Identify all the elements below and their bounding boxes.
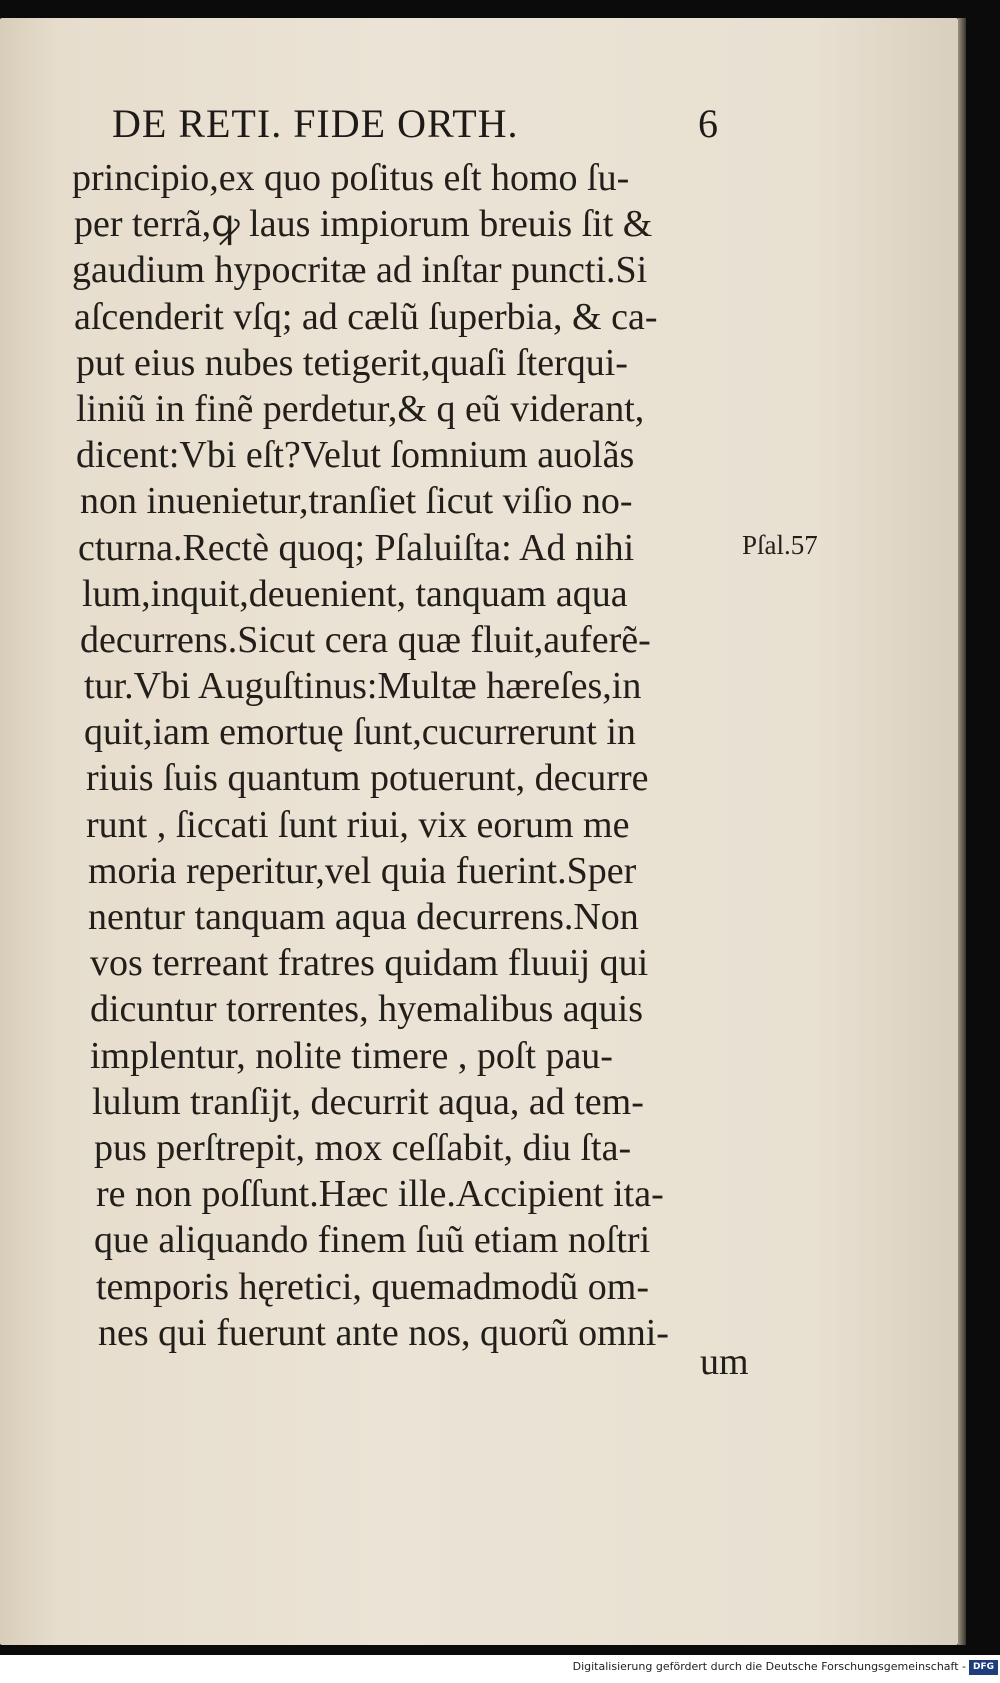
text-line: dicuntur torrentes, hyemalibus aquis [90, 988, 643, 1031]
funding-credit: Digitalisierung gefördert durch die Deutsche Forschungsgemeinschaft - [572, 1660, 966, 1673]
text-line: nentur tanquam aqua decurrens.Non [88, 896, 639, 938]
page-number: 6 [698, 101, 718, 146]
running-header [112, 100, 732, 156]
text-line: gaudium hypocritæ ad inſtar puncti.Si [72, 249, 648, 292]
body-text [72, 155, 772, 1356]
text-line: tur.Vbi Auguſtinus:Multæ hæreſes,in [84, 665, 642, 708]
text-line: pus perſtrepit, mox ceſſabit, diu ſta- [94, 1126, 632, 1169]
text-line: riuis ſuis quantum potuerunt, decurre [86, 757, 649, 800]
page-edge [958, 18, 966, 1645]
text-line: per terrã,ꝙ laus impiorum breuis ſit & [74, 203, 653, 246]
text-line: lulum tranſijt, decurrit aqua, ad tem- [92, 1080, 644, 1123]
text-line: nes qui fuerunt ante nos, quorũ omni- [98, 1311, 669, 1354]
marginal-note: Pſal.57 [742, 530, 818, 560]
running-title: DE RETI. FIDE ORTH. [112, 101, 519, 146]
text-line: temporis hęretici, quemadmodũ om- [96, 1265, 649, 1308]
text-line: runt , ſiccati ſunt riui, vix eorum me [86, 803, 630, 846]
text-line: non inuenietur,tranſiet ſicut viſio no- [80, 480, 633, 523]
text-line: put eius nubes tetigerit,quaſi ſterqui- [76, 341, 628, 384]
text-line: liniũ in finẽ perdetur,& q eũ viderant, [76, 387, 645, 430]
text-line: principio,ex quo poſitus eſt homo ſu- [72, 157, 630, 199]
text-line: lum,inquit,deuenient, tanquam aqua [82, 572, 628, 615]
text-line: implentur, nolite timere , poſt pau- [90, 1034, 613, 1077]
text-line: que aliquando finem ſuũ etiam noſtri [94, 1219, 651, 1262]
text-line: cturna.Rectè quoq; Pſaluiſta: Ad nihi [78, 526, 635, 569]
text-line: dicent:Vbi eſt?Velut ſomnium auolãs [76, 434, 635, 477]
text-line: quit,iam emortuę ſunt,cucurrerunt in [84, 711, 636, 754]
text-line: moria reperitur,vel quia fuerint.Sper [88, 849, 637, 892]
catchword: um [700, 1341, 749, 1383]
dfg-logo: DFG [969, 1660, 998, 1675]
text-line: aſcenderit vſq; ad cælũ ſuperbia, & ca- [74, 295, 658, 338]
footer [0, 1658, 1000, 1680]
text-line: vos terreant fratres quidam fluuij qui [90, 942, 649, 985]
text-line: re non poſſunt.Hæc ille.Accipient ita- [96, 1173, 664, 1216]
text-line: decurrens.Sicut cera quæ fluit,auferẽ- [80, 618, 651, 661]
